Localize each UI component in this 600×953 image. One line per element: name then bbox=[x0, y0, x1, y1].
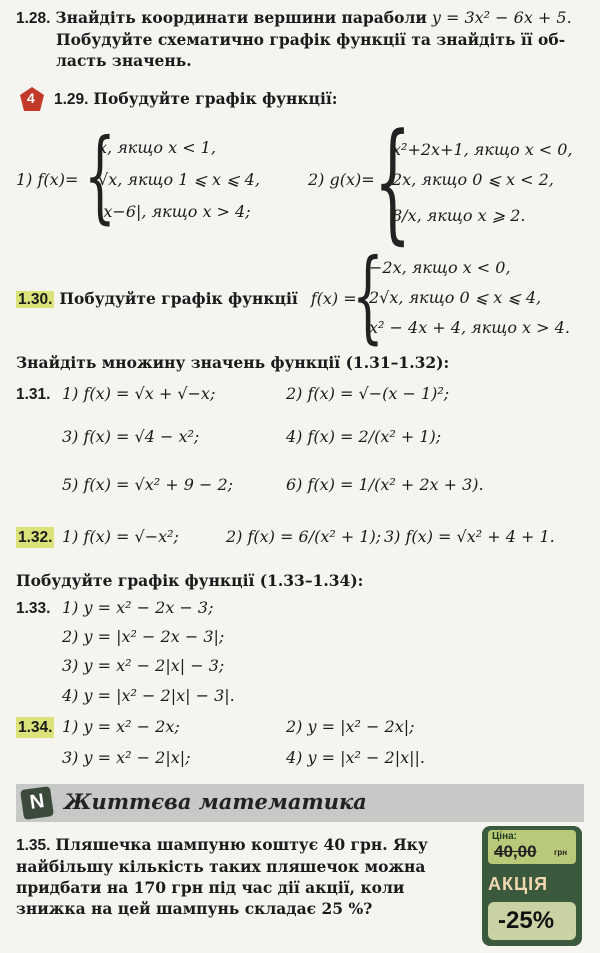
item-2: 2) y = |x² − 2x|; bbox=[286, 717, 415, 736]
item-1: 1) y = x² − 2x − 3; bbox=[62, 598, 214, 617]
item-4: 4) y = |x² − 2|x||. bbox=[286, 748, 425, 767]
problem-text: Знайдіть координати вершини параболи bbox=[55, 8, 427, 27]
problem-number: 1.31. bbox=[16, 386, 51, 403]
price-tag bbox=[482, 826, 582, 946]
item-3: 3) y = x² − 2|x| − 3; bbox=[62, 656, 225, 675]
case-3: x² − 4x + 4, якщо x > 4. bbox=[369, 318, 570, 337]
problem-number: 1.34. bbox=[18, 719, 53, 736]
item-3: 3) f(x) = √4 − x²; bbox=[62, 427, 200, 446]
case-1: −2x, якщо x < 0, bbox=[369, 258, 511, 277]
g-case-3: 8/x, якщо x ⩾ 2. bbox=[392, 206, 526, 225]
problem-number: 1.29. bbox=[54, 91, 89, 108]
item-2: 2) y = |x² − 2x − 3|; bbox=[62, 627, 225, 646]
section-banner bbox=[16, 784, 584, 822]
problem-text: Пляшечка шампуню коштує 40 грн. Яку bbox=[55, 835, 428, 854]
item-3: 3) y = x² − 2|x|; bbox=[62, 748, 191, 767]
problem-1-35 bbox=[16, 834, 466, 919]
problem-text: найбільшу кількість таких пляшечок можна bbox=[16, 857, 426, 876]
currency: грн bbox=[554, 848, 568, 857]
item-6: 6) f(x) = 1/(x² + 2x + 3). bbox=[286, 475, 484, 494]
problem-number: 1.33. bbox=[16, 600, 51, 617]
section-title: Життєва математика bbox=[64, 789, 367, 814]
price-box bbox=[488, 830, 576, 864]
g-case-2: 2x, якщо 0 ⩽ x < 2, bbox=[392, 170, 554, 189]
item-5: 5) f(x) = √x² + 9 − 2; bbox=[62, 475, 234, 494]
problem-1-28 bbox=[16, 7, 591, 71]
f-label: f(x) = bbox=[310, 289, 357, 308]
section-heading: Знайдіть множину значень функції (1.31–1.32): bbox=[16, 353, 450, 372]
problem-number: 1.32. bbox=[18, 529, 53, 546]
problem-number: 1.35. bbox=[16, 837, 51, 854]
g-label: 2) g(x)= bbox=[308, 170, 375, 189]
case-2: 2√x, якщо 0 ⩽ x ⩽ 4, bbox=[369, 288, 542, 307]
brace: { bbox=[374, 105, 412, 257]
problem-1-29-heading bbox=[54, 88, 338, 110]
f-case-1: x, якщо x < 1, bbox=[98, 138, 216, 157]
problem-text: придбати на 170 грн під час дії акції, коли bbox=[16, 878, 405, 897]
difficulty-marker-icon: 4 bbox=[19, 86, 45, 112]
price-label: Ціна: bbox=[492, 831, 518, 842]
problem-text: Побудуйте схематично графік функції та знайдіть її об- bbox=[56, 30, 566, 49]
item-2: 2) f(x) = 6/(x² + 1); bbox=[226, 527, 382, 546]
item-2: 2) f(x) = √−(x − 1)²; bbox=[286, 384, 450, 403]
old-price: 40,00 bbox=[494, 842, 537, 861]
problem-text: знижка на цей шампунь складає 25 %? bbox=[16, 899, 373, 918]
problem-text: Побудуйте графік функції bbox=[59, 289, 298, 308]
promo-label: АКЦІЯ bbox=[488, 874, 549, 894]
brace: { bbox=[352, 237, 384, 354]
item-1: 1) f(x) = √x + √−x; bbox=[62, 384, 216, 403]
item-4: 4) y = |x² − 2|x| − 3|. bbox=[62, 686, 235, 705]
problem-number: 1.28. bbox=[16, 10, 51, 27]
problem-1-30 bbox=[16, 288, 357, 310]
problem-text: Побудуйте графік функції: bbox=[93, 89, 338, 108]
f-case-2: √x, якщо 1 ⩽ x ⩽ 4, bbox=[98, 170, 260, 189]
section-heading: Побудуйте графік функції (1.33–1.34): bbox=[16, 571, 364, 590]
g-case-1: x²+2x+1, якщо x < 0, bbox=[392, 140, 573, 159]
item-4: 4) f(x) = 2/(x² + 1); bbox=[286, 427, 442, 446]
item-1: 1) y = x² − 2x; bbox=[62, 717, 180, 736]
discount-value: -25% bbox=[498, 907, 555, 934]
item-1: 1) f(x) = √−x²; bbox=[62, 527, 179, 546]
f-label: 1) f(x)= bbox=[16, 170, 79, 189]
discount-box bbox=[488, 902, 576, 940]
section-icon: N bbox=[20, 786, 54, 820]
brace: { bbox=[84, 117, 116, 234]
problem-text: ласть значень. bbox=[56, 51, 192, 70]
problem-number: 1.30. bbox=[18, 291, 53, 308]
item-3: 3) f(x) = √x² + 4 + 1. bbox=[384, 527, 555, 546]
f-case-3: |x−6|, якщо x > 4; bbox=[98, 202, 251, 221]
problem-formula: y = 3x² − 6x + 5. bbox=[431, 8, 572, 27]
